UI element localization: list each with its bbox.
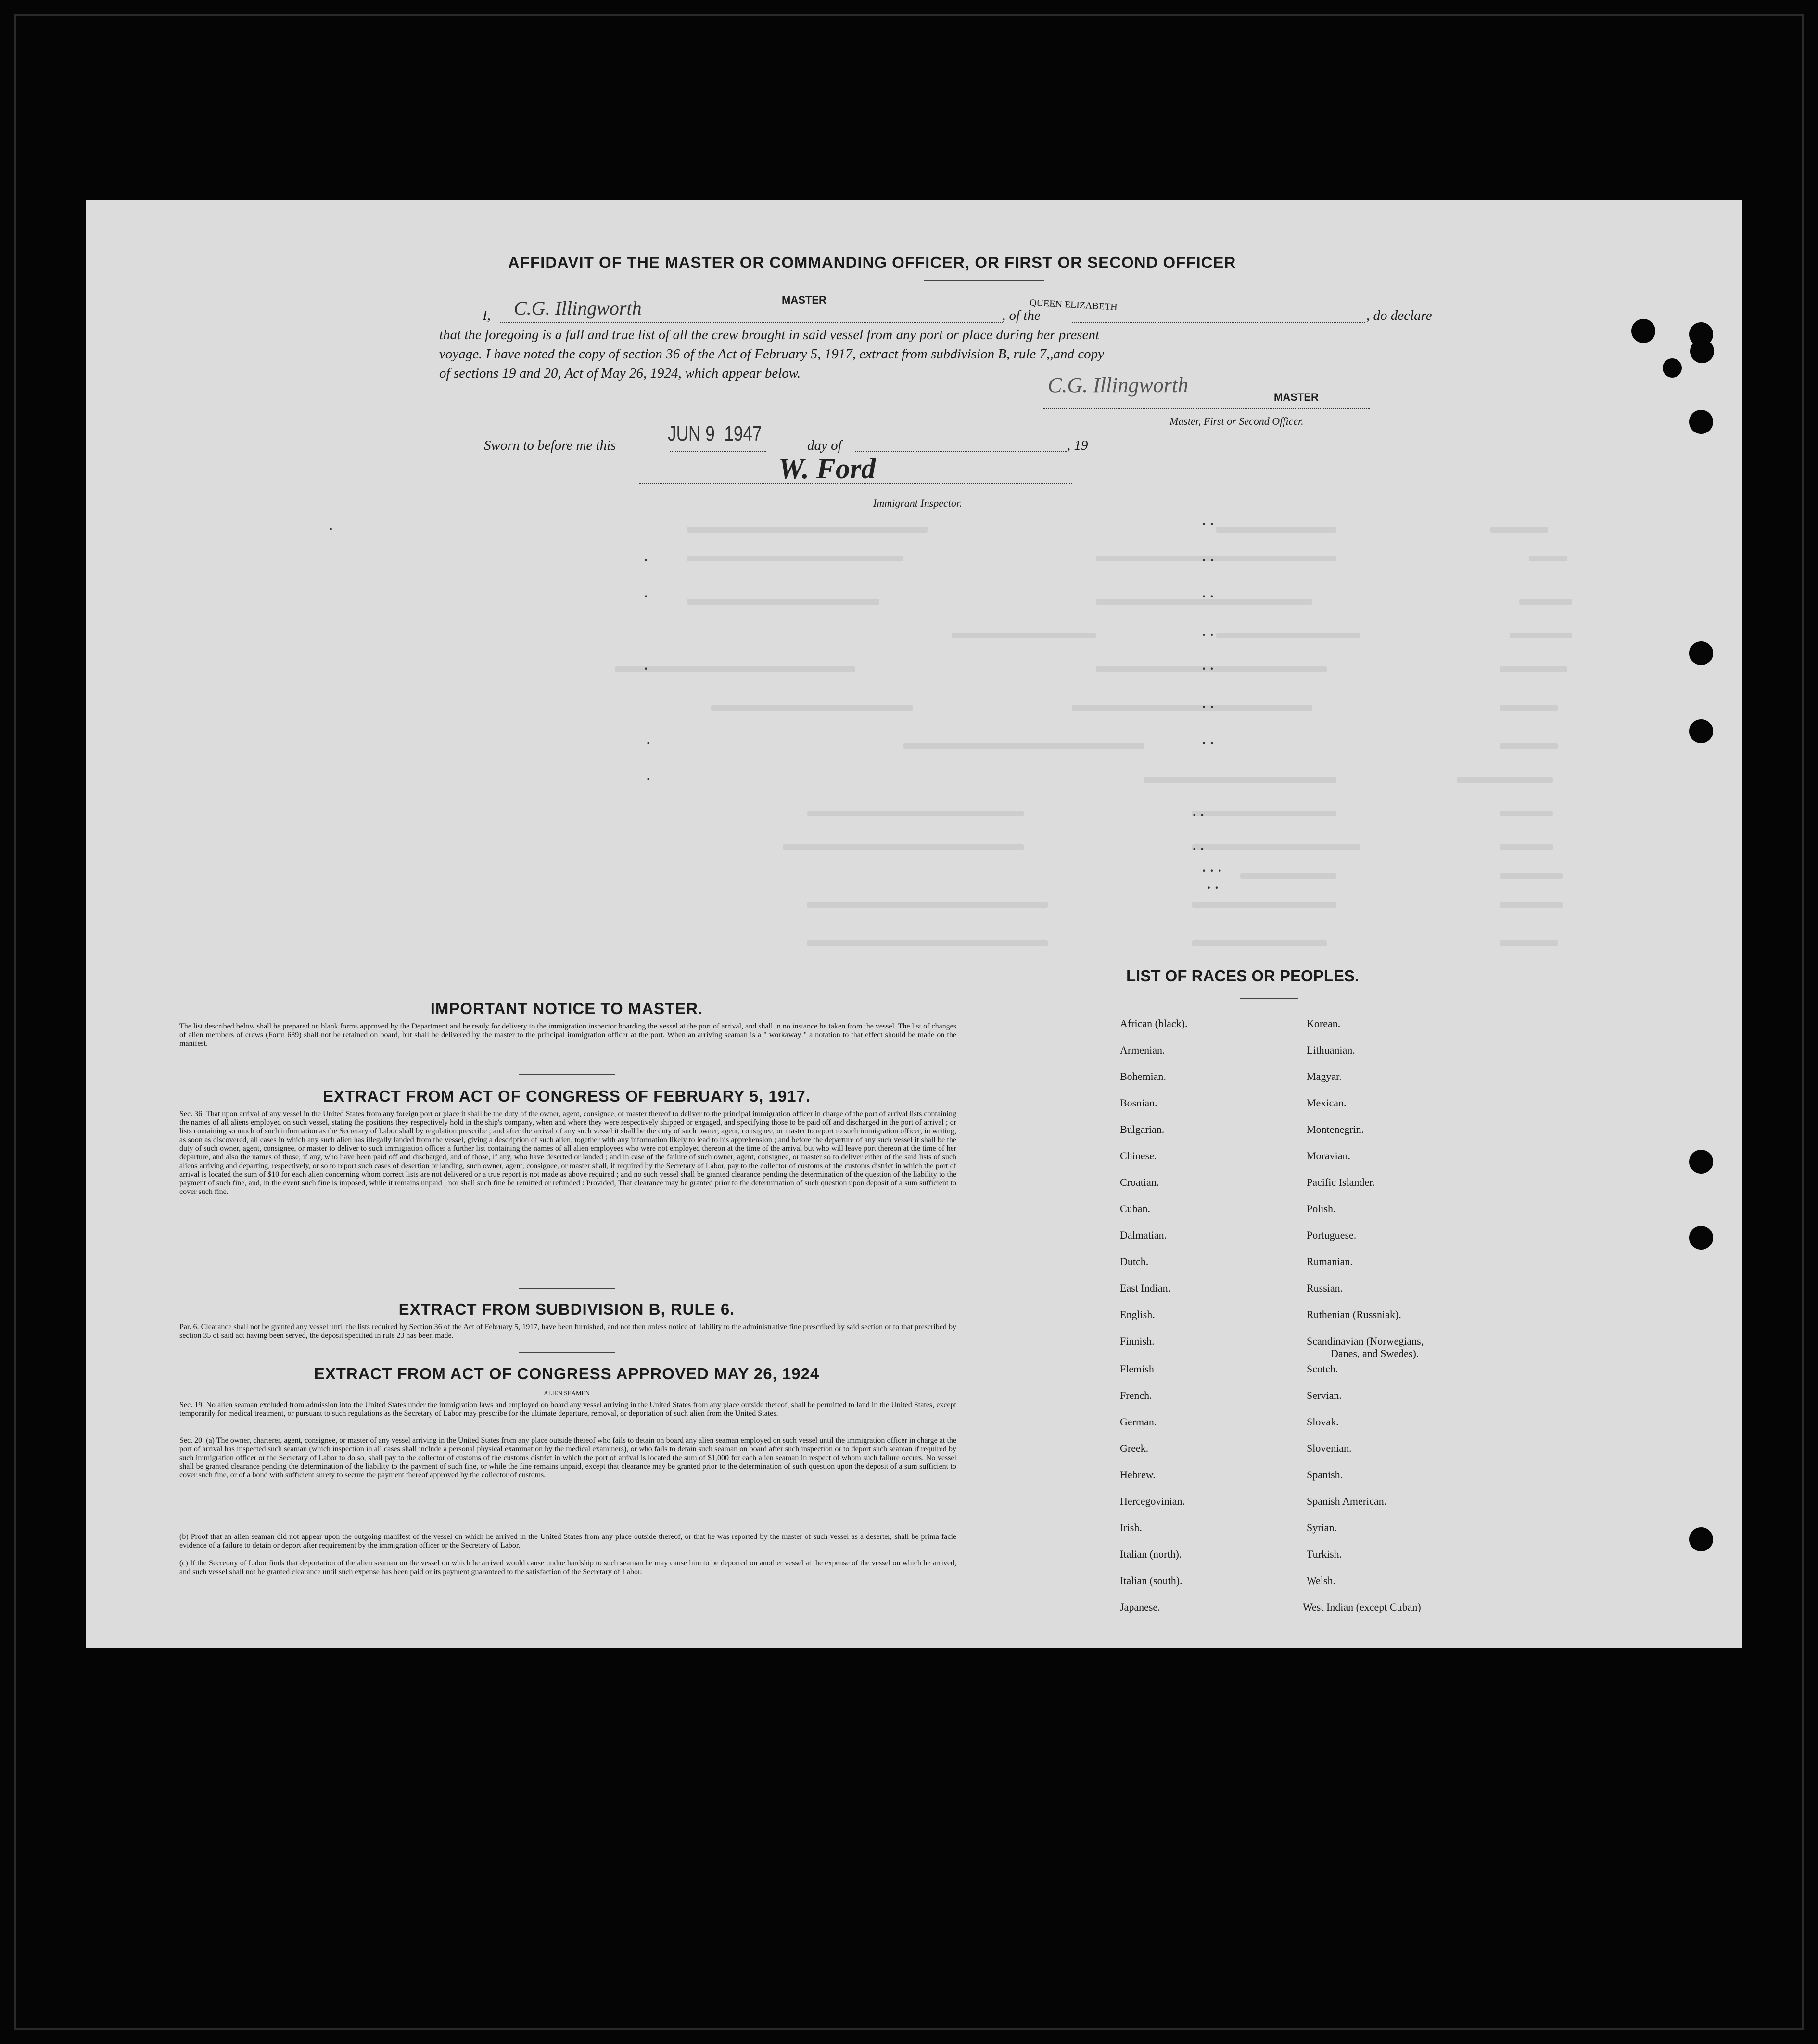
race-item: Bulgarian. <box>1120 1123 1165 1135</box>
master-caption: Master, First or Second Officer. <box>1170 415 1304 427</box>
race-item: Servian. <box>1307 1389 1342 1401</box>
race-item: Spanish. <box>1307 1469 1343 1481</box>
divider <box>519 1352 615 1353</box>
affidavit-title: AFFIDAVIT OF THE MASTER OR COMMANDING OFFICER, OR FIRST OR SECOND OFFICER <box>508 254 1236 271</box>
race-item: African (black). <box>1120 1017 1188 1029</box>
race-item: West Indian (except Cuban) <box>1303 1601 1421 1613</box>
bleed-dots: · · <box>1202 661 1214 676</box>
do-declare-text: , do declare <box>1366 308 1432 323</box>
bleed-dots: · · <box>1202 736 1214 751</box>
race-item: Moravian. <box>1307 1150 1351 1162</box>
race-item: Finnish. <box>1120 1335 1155 1347</box>
race-item: Montenegrin. <box>1307 1123 1364 1135</box>
race-item: Lithuanian. <box>1307 1044 1355 1056</box>
extract-1917-text: Sec. 36. That upon arrival of any vessel in the United States from any foreign port or place it shall be the duty of the owner, agent, consignee, or master thereof to deliver to the principal immigration officer in charge of the port of arrival lists containing the names of all aliens employed on such vessel, stating the positions they respectively hold in the ship's company, when and where they were respectively shipped or engaged, and specifying those to be paid off and discharged in the port of arrival ; or lists containing so much of such information as the Secretary of Labor shall by regulation prescribe ; and after the arrival of any such vessel it shall be the duty of such owner, agent, consignee, or master to report to such immigration officer, in writing, as soon as discovered, all cases in which any such alien has illegally landed from the vessel, giving a description of such alien, together with any information likely to lead to his apprehension ; and before the departure of any such vessel it shall be the duty of such owner, agent, consignee, or master to deliver to such immigration officer a further list containing the names of all alien employees who were not employed thereon at the time of the arrival but who will leave port thereon at the time of her departure, and also the names of those, if any, who have been paid off and discharged, and of those, if any, who have deserted or landed ; and in case of the failure of such owner, agent, consignee, or master so to deliver either of the said lists of such aliens arriving and departing, respectively, or so to report such cases of desertion or landing, such owner, agent, consignee, or master shall, if required by the Secretary of Labor, pay to the collector of customs of the customs district in which the port of arrival is located the sum of $10 for each alien concerning whom correct lists are not delivered or a true report is not made as above required ; and no such vessel shall be granted clearance pending the determination of the question of the liability to the payment of such fine, and, in the event such fine is imposed, while it remains unpaid ; nor shall such fine be remitted or refunded : Provided, That clearance may be granted prior to the determination of such question upon deposit of a sum sufficient to cover such fine. <box>179 1110 956 1196</box>
race-item: Syrian. <box>1307 1522 1337 1534</box>
race-item: Ruthenian (Russniak). <box>1307 1308 1401 1320</box>
bleed-dots: · · <box>1207 880 1219 895</box>
bleed-dots: · · <box>1202 628 1214 643</box>
race-item: Magyar. <box>1307 1070 1342 1082</box>
race-item-continuation: Danes, and Swedes). <box>1331 1347 1419 1359</box>
race-item: East Indian. <box>1120 1282 1171 1294</box>
alien-seamen-subheading: ALIEN SEAMEN <box>544 1389 590 1397</box>
bleed-dots: · · · <box>1202 863 1222 878</box>
day-of-text: day of <box>807 438 842 453</box>
bleed-dots: · · <box>1202 553 1214 568</box>
race-item: Rumanian. <box>1307 1256 1353 1268</box>
race-item: Greek. <box>1120 1442 1149 1454</box>
master-signature: C.G. Illingworth <box>1048 373 1189 397</box>
race-item: Japanese. <box>1120 1601 1160 1613</box>
of-the-text: , of the <box>1002 308 1041 323</box>
affidavit-i: I, <box>483 308 491 323</box>
notice-text: The list described below shall be prepared on blank forms approved by the Department and be ready for delivery to the immigration inspector boarding the vessel at the port of arrival, and shall in no instance be taken from the vessel. The list of changes of alien members of crews (Form 689) shall not be retained on board, but shall be delivered by the master to the principal immigration officer at the port. When an arriving seaman is a " workaway " a notation to that effect should be made on the manifest. <box>179 1022 956 1048</box>
bleed-dots: · <box>646 736 651 751</box>
bleed-dots: · <box>329 522 333 537</box>
notice-heading: IMPORTANT NOTICE TO MASTER. <box>430 1000 703 1017</box>
race-item: Bohemian. <box>1120 1070 1166 1082</box>
race-item: German. <box>1120 1416 1157 1428</box>
affidavit-body-line: of sections 19 and 20, Act of May 26, 1924, which appear below. <box>439 366 801 381</box>
race-item: Welsh. <box>1307 1574 1335 1587</box>
race-item: Hercegovinian. <box>1120 1495 1185 1507</box>
punch-hole <box>1663 358 1682 378</box>
affidavit-body-line: that the foregoing is a full and true list of all the crew brought in said vessel from any port or place during her present <box>439 327 1100 343</box>
race-item: Korean. <box>1307 1017 1341 1029</box>
master-signature-stamp: MASTER <box>1274 391 1319 403</box>
race-item: Dalmatian. <box>1120 1229 1167 1241</box>
race-item: Flemish <box>1120 1363 1154 1375</box>
race-item: Armenian. <box>1120 1044 1165 1056</box>
race-item: Italian (north). <box>1120 1548 1182 1560</box>
race-item: Dutch. <box>1120 1256 1149 1268</box>
divider <box>1240 998 1298 999</box>
month-line <box>855 451 1067 452</box>
inspector-signature: W. Ford <box>778 453 876 484</box>
race-item: Pacific Islander. <box>1307 1176 1375 1188</box>
bleed-dots: · <box>644 589 648 604</box>
race-item: Turkish. <box>1307 1548 1342 1560</box>
bleed-dots: · · <box>1202 589 1214 604</box>
bleed-dots: · <box>644 553 648 568</box>
sworn-text: Sworn to before me this <box>484 438 616 453</box>
race-item: Russian. <box>1307 1282 1343 1294</box>
rule6-text: Par. 6. Clearance shall not be granted any vessel until the lists required by Section 36 of the Act of February 5, 1917, have been furnished, and not then unless notice of liability to the administrative fine prescribed by said section or to that prescribed by section 35 of said act having been served, the deposit specified in rule 23 has been made. <box>179 1323 956 1340</box>
races-heading: LIST OF RACES OR PEOPLES. <box>1126 967 1360 985</box>
bleed-dots: · · <box>1192 842 1205 857</box>
race-item: Italian (south). <box>1120 1574 1182 1587</box>
punch-hole <box>1689 1226 1713 1250</box>
rank-stamp: MASTER <box>782 294 826 306</box>
extract-1924-heading: EXTRACT FROM ACT OF CONGRESS APPROVED MAY 26, 1924 <box>314 1365 820 1383</box>
vessel-line <box>1072 322 1365 323</box>
race-item: Irish. <box>1120 1522 1142 1534</box>
inspector-line <box>639 483 1072 484</box>
year-text: , 19 <box>1067 438 1088 453</box>
race-item: Scotch. <box>1307 1363 1338 1375</box>
punch-hole <box>1689 410 1713 434</box>
race-item: Hebrew. <box>1120 1469 1156 1481</box>
divider <box>519 1074 615 1075</box>
race-item: Cuban. <box>1120 1203 1150 1215</box>
punch-hole <box>1689 1527 1713 1551</box>
race-item: Mexican. <box>1307 1097 1347 1109</box>
punch-hole <box>1689 1150 1713 1174</box>
race-item: Polish. <box>1307 1203 1336 1215</box>
bleed-dots: · · <box>1202 700 1214 715</box>
date-line <box>670 451 766 452</box>
race-item: Scandinavian (Norwegians, <box>1307 1335 1424 1347</box>
race-item: Bosnian. <box>1120 1097 1157 1109</box>
race-item: Slovenian. <box>1307 1442 1352 1454</box>
divider <box>924 280 1044 281</box>
master-name-signature: C.G. Illingworth <box>514 297 642 319</box>
bleed-dots: · · <box>1202 517 1214 532</box>
bleed-dots: · · <box>1192 808 1205 823</box>
bleed-dots: · <box>646 772 651 787</box>
name-line <box>500 322 1003 323</box>
vessel-stamp: QUEEN ELIZABETH <box>1029 297 1118 313</box>
signature-line <box>1043 408 1370 409</box>
race-item: Slovak. <box>1307 1416 1339 1428</box>
punch-hole <box>1690 339 1714 363</box>
punch-hole <box>1689 719 1713 743</box>
race-item: French. <box>1120 1389 1152 1401</box>
race-item: Croatian. <box>1120 1176 1159 1188</box>
extract-1924-sec20a: Sec. 20. (a) The owner, charterer, agent, consignee, or master of any vessel arriving in the United States from any place outside thereof who fails to detain on board any alien seaman employed on such vessel until the immigration officer in charge at the port of arrival has inspected such seaman (which inspection in all cases shall include a personal physical examination by the medical examiners), or who fails to detain such seaman on board after such inspection or to deport such seaman if required by such immigration officer or the Secretary of Labor to do so, shall pay to the collector of customs of the customs district in which the port of arrival is located the sum of $1,000 for each alien seaman in respect of whom such failure occurs. No vessel shall be granted clearance pending the determination of the liability to the payment of such fine, or while the fine remains unpaid, except that clearance may be granted prior to the determination of such question upon the deposit of a sum sufficient to cover such fine, or of a bond with sufficient surety to secure the payment thereof approved by the collector of customs. <box>179 1436 956 1479</box>
punch-hole <box>1631 319 1655 343</box>
extract-1924-sec19: Sec. 19. No alien seaman excluded from admission into the United States under the immigration laws and employed on board any vessel arriving in the United States from any place outside thereof, shall be permitted to land in the United States, except temporarily for medical treatment, or pursuant to such regulations as the Secretary of Labor may prescribe for the ultimate departure, removal, or deportation of such alien from the United States. <box>179 1401 956 1418</box>
divider <box>519 1288 615 1289</box>
rule6-heading: EXTRACT FROM SUBDIVISION B, RULE 6. <box>398 1300 735 1318</box>
race-item: Spanish American. <box>1307 1495 1387 1507</box>
document-page <box>86 200 1742 1648</box>
race-item: English. <box>1120 1308 1155 1320</box>
punch-hole <box>1689 641 1713 665</box>
race-item: Portuguese. <box>1307 1229 1357 1241</box>
extract-1924-sec20c: (c) If the Secretary of Labor finds that deportation of the alien seaman on the vessel on which he arrived would cause undue hardship to such seaman he may cause him to be deported on another vessel at the expense of the vessel on which he arrived, and such vessel shall not be granted clearance until such expense has been paid or its payment guaranteed to the satisfaction of the Secretary of Labor. <box>179 1559 956 1576</box>
extract-1917-heading: EXTRACT FROM ACT OF CONGRESS OF FEBRUARY 5, 1917. <box>322 1087 811 1105</box>
extract-1924-sec20b: (b) Proof that an alien seaman did not appear upon the outgoing manifest of the vessel on which he arrived in the United States from any place outside thereof, or that he was reported by the master of such vessel as a deserter, shall be prima facie evidence of a failure to detain or deport after requirement by the immigration officer or the Secretary of Labor. <box>179 1533 956 1549</box>
sworn-date-stamp: JUN 9 1947 <box>668 422 762 445</box>
inspector-caption: Immigrant Inspector. <box>873 497 962 509</box>
race-item: Chinese. <box>1120 1150 1157 1162</box>
affidavit-body-line: voyage. I have noted the copy of section 36 of the Act of February 5, 1917, extract from subdivision B, rule 7,,and copy <box>439 346 1105 362</box>
bleed-dots: · <box>644 661 648 676</box>
